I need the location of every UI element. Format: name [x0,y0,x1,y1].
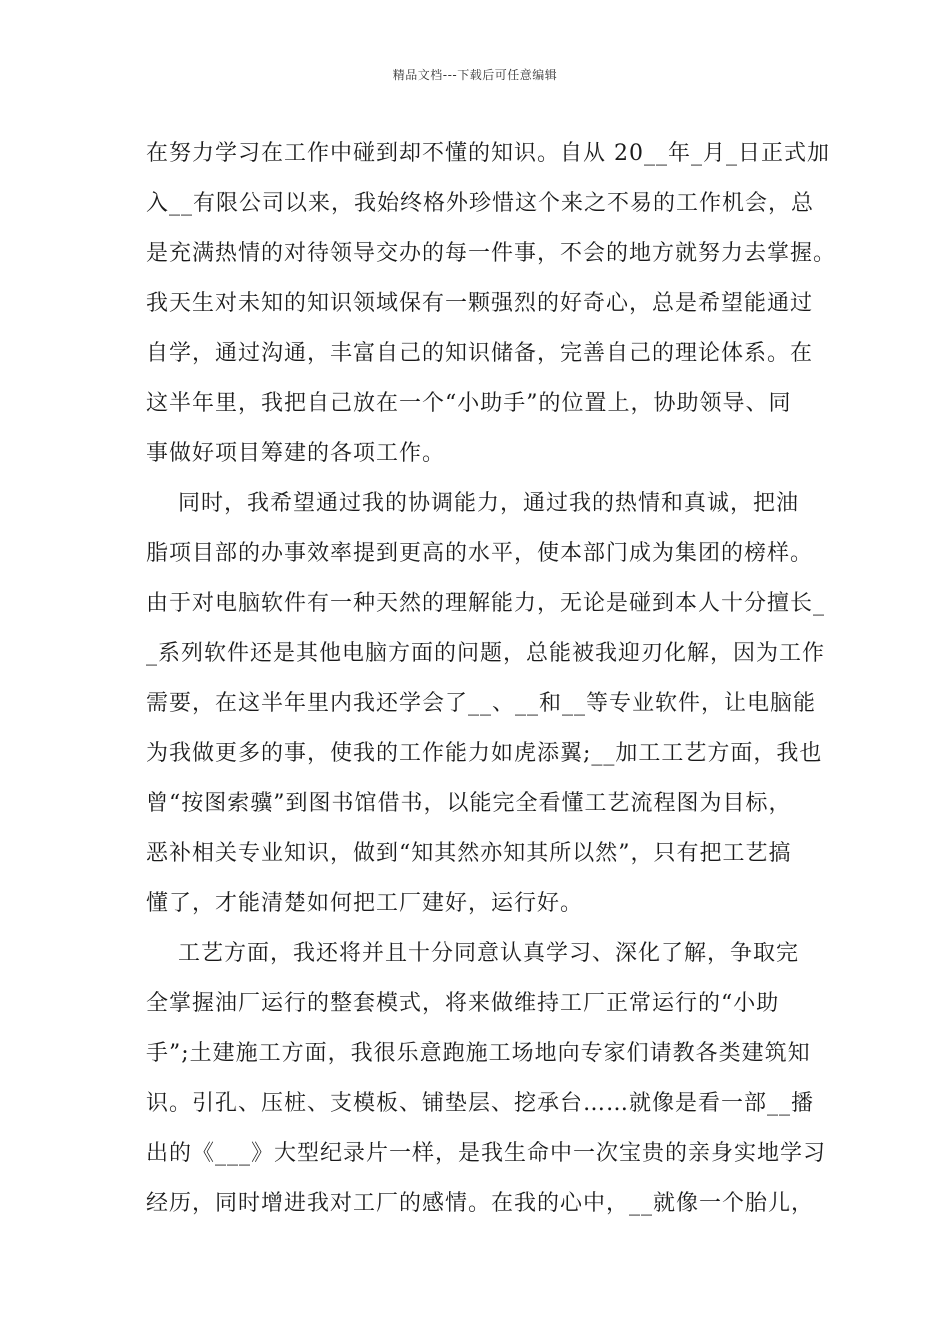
text-line: 是充满热情的对待领导交办的每一件事，不会的地方就努力去掌握。 [146,241,837,266]
text-line: 这半年里，我把自己放在一个“小助手”的位置上，协助领导、同 [146,391,792,416]
text-line: 工艺方面，我还将并且十分同意认真学习、深化了解，争取完 [146,941,799,966]
text-line: _系列软件还是其他电脑方面的问题，总能被我迎刃化解，因为工作 [146,641,826,666]
text-line: 懂了，才能清楚如何把工厂建好，运行好。 [146,891,584,916]
text-line: 全掌握油厂运行的整套模式，将来做维持工厂正常运行的“小助 [146,991,780,1016]
text-line: 经历，同时增进我对工厂的感情。在我的心中，__就像一个胎儿， [146,1191,815,1216]
text-line: 为我做更多的事，使我的工作能力如虎添翼;__加工工艺方面，我也 [146,741,823,766]
page-header: 精品文档---下载后可任意编辑 [392,68,558,82]
text-line: 由于对电脑软件有一种天然的理解能力，无论是碰到本人十分擅长_ [146,591,826,616]
text-line: 识。引孔、压桩、支模板、铺垫层、挖承台……就像是看一部__播 [146,1091,815,1116]
text-line: 出的《___》大型纪录片一样，是我生命中一次宝贵的亲身实地学习 [146,1141,827,1166]
text-line: 脂项目部的办事效率提到更高的水平，使本部门成为集团的榜样。 [146,541,814,566]
text-line: 入__有限公司以来，我始终格外珍惜这个来之不易的工作机会，总 [146,191,815,216]
text-line: 事做好项目筹建的各项工作。 [146,441,446,466]
text-line: 恶补相关专业知识，做到“知其然亦知其所以然”，只有把工艺搞 [146,841,792,866]
text-line: 需要，在这半年里内我还学会了__、__和__等专业软件，让电脑能 [146,691,817,716]
text-line: 在努力学习在工作中碰到却不懂的知识。自从 20__年_月_日正式加 [146,141,830,166]
text-line: 曾“按图索骥”到图书馆借书，以能完全看懂工艺流程图为目标， [146,791,792,816]
text-line: 自学，通过沟通，丰富自己的知识储备，完善自己的理论体系。在 [146,341,814,366]
text-line: 手”;土建施工方面，我很乐意跑施工场地向专家们请教各类建筑知 [146,1041,811,1066]
text-line: 我天生对未知的知识领域保有一颗强烈的好奇心，总是希望能通过 [146,291,814,316]
text-line: 同时，我希望通过我的协调能力，通过我的热情和真诚，把油 [146,491,799,516]
